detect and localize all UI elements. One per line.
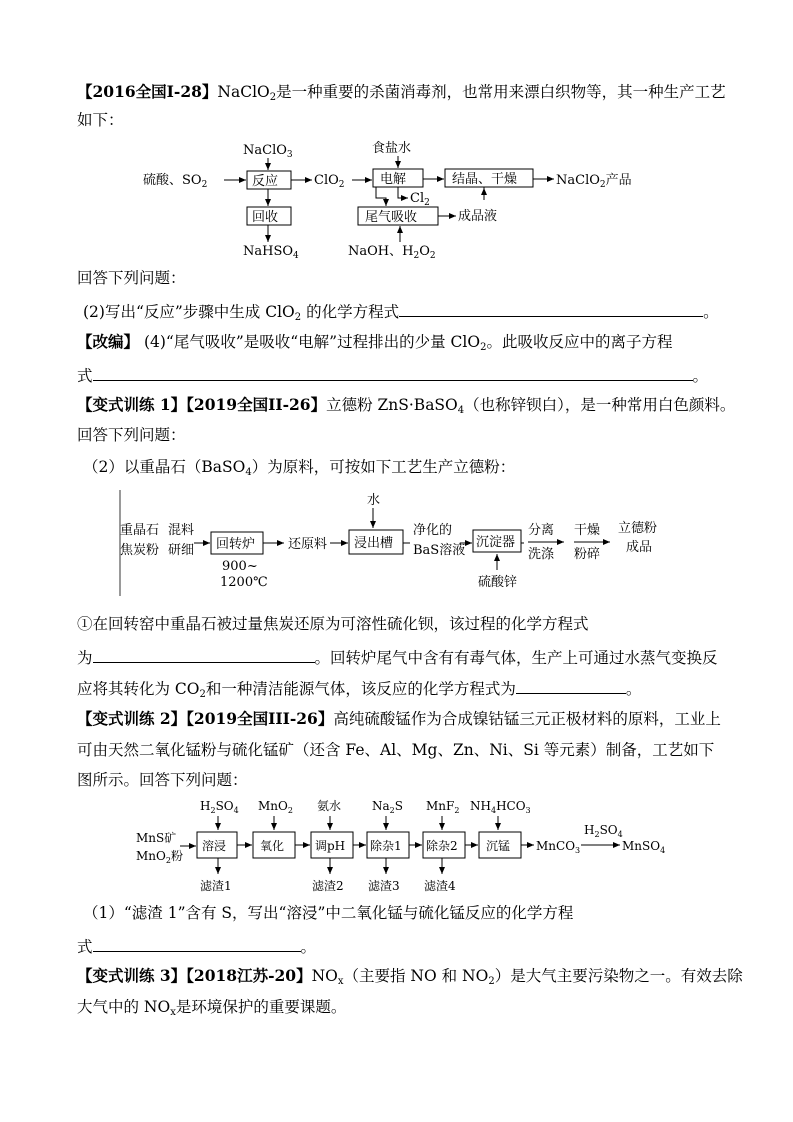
svg-text:沉淀器: 沉淀器 <box>476 535 516 550</box>
v2-intro-line2: 可由天然二氧化锰粉与硫化锰矿（还含 Fe、Al、Mg、Zn、Ni、Si 等元素）制备，工艺如下 <box>77 741 715 759</box>
v1-fenli2-label: 洗涤 <box>528 547 555 562</box>
v2-question1-line2: 式 。 <box>77 935 316 957</box>
v3-tag: 【变式训练 3】【2018江苏-20】 <box>77 966 312 985</box>
svg-text:反应: 反应 <box>252 174 279 189</box>
v1-raw2-label: 焦炭粉 <box>120 543 160 558</box>
v1-raw1-label: 重晶石 <box>120 523 160 538</box>
q1-product-label: NaClO$_2$产品 <box>556 173 632 190</box>
q1-shiyanshui-label: 食盐水 <box>372 141 412 156</box>
q1-naoh-label: NaOH、$H_2O_2$ <box>348 244 436 261</box>
q1-answer-prompt: 回答下列问题： <box>77 269 186 287</box>
v2-process-diagram <box>134 794 674 898</box>
q1-process-diagram <box>140 138 660 264</box>
q1-clo2-label: ClO$_2$ <box>314 173 345 190</box>
svg-text:浸出槽: 浸出槽 <box>354 536 394 551</box>
v2-lvzha2-label: 滤渣2 <box>312 879 344 893</box>
v1-process-diagram <box>118 488 708 598</box>
v1-p1-answer-blank[interactable] <box>93 646 315 663</box>
v2-mnso4-label: MnSO$_4$ <box>622 839 666 855</box>
v2-mno2-fen-label: MnO$_2$粉 <box>136 849 183 865</box>
v1-part1-line2: 为 。回转炉尾气中含有有毒气体，生产上可通过水蒸气变换反 <box>77 646 718 668</box>
v1-temp2-label: 1200℃ <box>220 575 268 590</box>
q1-question4: 【改编】 (4)“尾气吸收”是吸收“电解”过程排出的少量 ClO$_2$。此吸收反应中的离子方程 <box>77 332 673 353</box>
q1-input-label: 硫酸、$SO_2$ <box>143 173 208 190</box>
v1-tag: 【变式训练 1】【2019全国II-26】 <box>77 395 327 414</box>
v1-answer-prompt: 回答下列问题： <box>77 426 186 444</box>
v3-intro-line1: 【变式训练 3】【2018江苏-20】$NO_x$（主要指 NO 和 $NO_2$）是大气主要污染物之一。有效去除 <box>77 966 743 987</box>
q1-intro-line2: 如下： <box>77 111 124 129</box>
v2-lvzha1-label: 滤渣1 <box>200 879 232 893</box>
v1-huanyuanliao-label: 还原料 <box>288 537 328 552</box>
q1-tag: 【2016全国I-28】 <box>77 82 218 101</box>
q1-intro-line1: 【2016全国I-28】NaClO$_2$是一种重要的杀菌消毒剂，也常用来漂白织物等，其一种生产工艺 <box>77 82 726 103</box>
v1-lidefen1-label: 立德粉 <box>618 521 658 536</box>
v2-mnco3-label: MnCO$_3$ <box>536 839 581 855</box>
v1-fenli1-label: 分离 <box>528 523 555 538</box>
svg-text:溶浸: 溶浸 <box>202 839 227 853</box>
v1-mix1-label: 混料 <box>168 523 195 538</box>
v2-tag: 【变式训练 2】【2019全国III-26】 <box>77 709 334 728</box>
v1-ganzao2-label: 粉碎 <box>574 547 601 562</box>
v2-mnf2-label: MnF$_2$ <box>426 799 460 815</box>
q1-q4-answer-blank[interactable] <box>93 364 693 381</box>
svg-text:结晶、干燥: 结晶、干燥 <box>452 172 518 187</box>
q1-chengpin-label: 成品液 <box>458 209 498 224</box>
v2-question1: （1）“滤渣 1”含有 S，写出“溶浸”中二氧化锰与硫化锰反应的化学方程 <box>83 904 574 922</box>
v2-q1-answer-blank[interactable] <box>93 935 301 952</box>
v2-nh4hco3-label: $NH_4HCO_3$ <box>470 799 531 815</box>
v2-na2s-label: $Na_2S$ <box>372 799 403 815</box>
v1-part1-line3: 应将其转化为 $CO_2$和一种清洁能源气体，该反应的化学方程式为 。 <box>77 677 641 699</box>
v2-h2so4-label: $H_2SO_4$ <box>200 799 239 815</box>
v1-p2-answer-blank[interactable] <box>516 677 626 694</box>
v1-water-label: 水 <box>367 493 381 508</box>
svg-text:除杂1: 除杂1 <box>370 839 402 853</box>
v2-lvzha3-label: 滤渣3 <box>368 879 400 893</box>
v2-h2so4-2-label: $H_2SO_4$ <box>584 823 623 839</box>
v1-bas1-label: 净化的 <box>413 523 453 538</box>
q1-question4-line2: 式 。 <box>77 364 708 386</box>
svg-text:回转炉: 回转炉 <box>216 537 256 552</box>
v1-bas2-label: BaS溶液 <box>413 543 466 558</box>
v2-mno2-label: MnO$_2$ <box>258 799 293 815</box>
v1-part1-line1: ①在回转窑中重晶石被过量焦炭还原为可溶性硫化钡，该过程的化学方程式 <box>77 615 589 633</box>
q1-question2: (2)写出“反应”步骤中生成 ClO$_2$ 的化学方程式 。 <box>83 300 719 322</box>
v2-intro-line3: 图所示。回答下列问题： <box>77 771 248 789</box>
svg-text:调pH: 调pH <box>315 839 346 853</box>
svg-text:尾气吸收: 尾气吸收 <box>365 210 418 225</box>
v1-lidefen2-label: 成品 <box>626 540 653 555</box>
v2-anshui-label: 氨水 <box>317 799 342 813</box>
v1-znso4-label: 硫酸锌 <box>478 575 518 590</box>
v1-intro: 【变式训练 1】【2019全国II-26】立德粉 ZnS·BaSO$_4$（也称锌钡白），是一种常用白色颜料。 <box>77 395 736 416</box>
v2-lvzha4-label: 滤渣4 <box>424 879 456 893</box>
svg-text:回收: 回收 <box>252 210 279 225</box>
svg-text:沉锰: 沉锰 <box>486 839 511 853</box>
v2-intro-line1: 【变式训练 2】【2019全国III-26】高纯硫酸锰作为合成镍钴锰三元正极材料的原料，工业上 <box>77 709 721 728</box>
q1-q2-answer-blank[interactable] <box>399 300 703 317</box>
svg-text:电解: 电解 <box>380 172 407 187</box>
q1-nahso4-label: NaHSO$_4$ <box>243 244 299 261</box>
v2-mns-label: MnS矿 <box>136 831 177 845</box>
v3-intro-line2: 大气中的 $NO_x$是环境保护的重要课题。 <box>77 998 347 1018</box>
v1-mix2-label: 研细 <box>168 543 195 558</box>
q1-naclo3-label: NaClO$_3$ <box>243 143 293 160</box>
svg-text:氧化: 氧化 <box>260 839 285 853</box>
v1-temp1-label: 900~ <box>222 559 258 574</box>
v1-question2: （2）以重晶石（BaSO$_4$）为原料，可按如下工艺生产立德粉： <box>83 458 516 478</box>
q1-cl2-label: $Cl_2$ <box>410 191 430 208</box>
gaibian-tag: 【改编】 <box>77 332 140 351</box>
v1-ganzao1-label: 干燥 <box>574 523 601 538</box>
svg-text:除杂2: 除杂2 <box>426 839 458 853</box>
